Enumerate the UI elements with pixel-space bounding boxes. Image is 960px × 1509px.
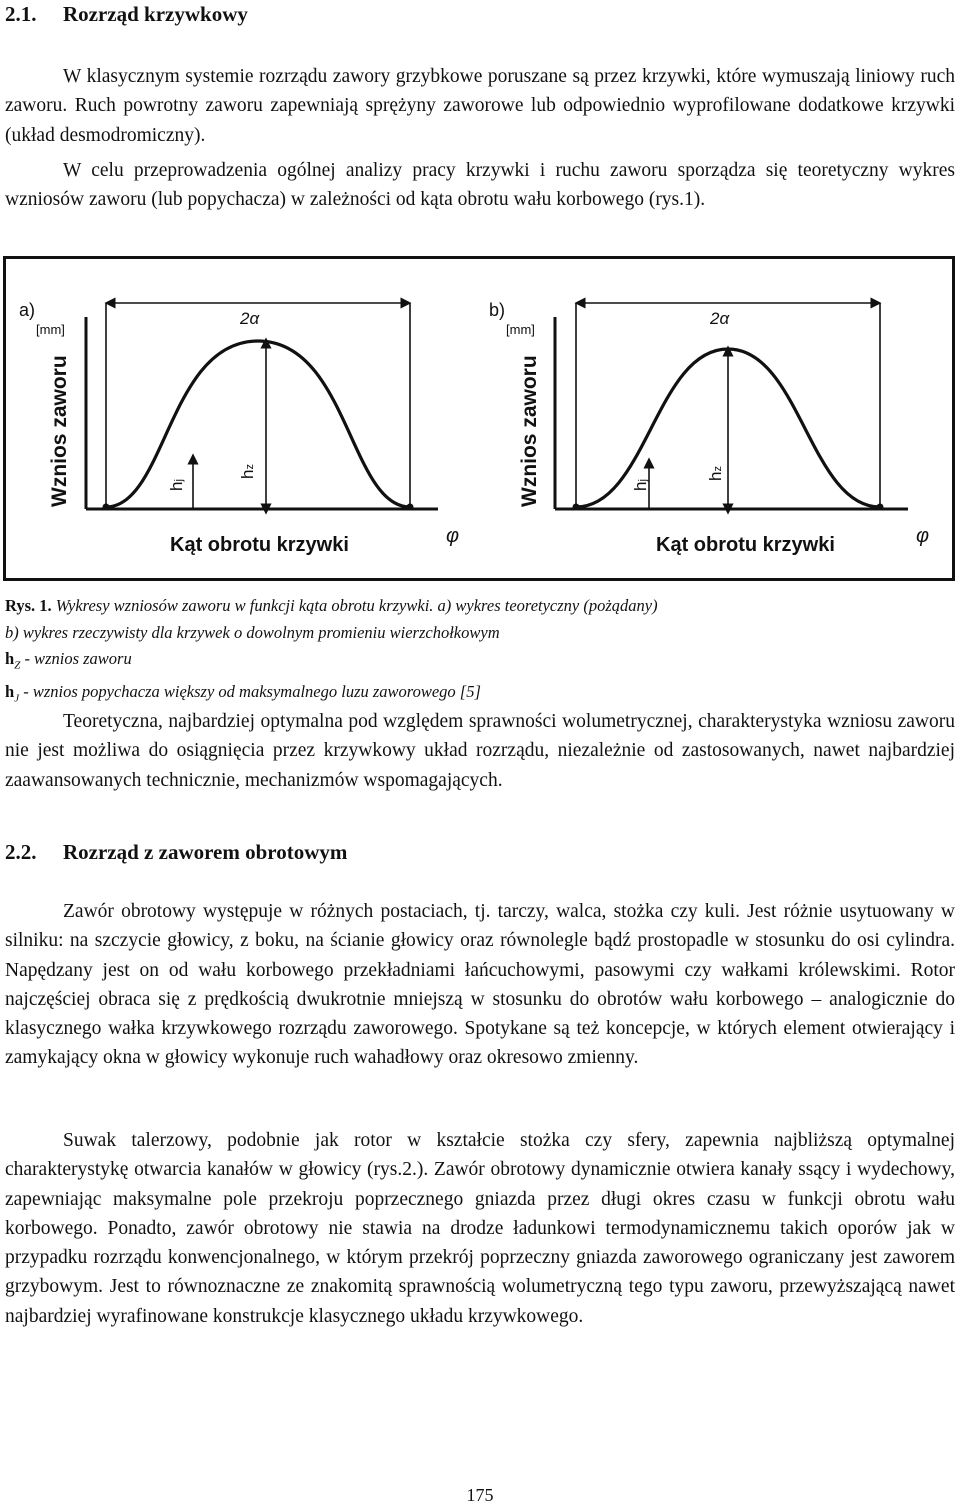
paragraph-cam-analysis: W celu przeprowadzenia ogólnej analizy pracy krzywki i ruchu zaworu sporządza się teoretyczny wykres wzniosów zaworu (lub popychacza) w zależności od kąta obrotu wału korbowego (rys.1). (5, 160, 955, 211)
panel-a-phi-label: φ (446, 525, 460, 547)
panel-a-span-label: 2α (240, 309, 260, 328)
paragraph-theory: Teoretyczna, najbardziej optymalna pod względem sprawności wolumetrycznej, charakterystyka wzniosu zaworu nie jest możliwa do osiągnięcia przez krzywkowy układ rozrządu, niezależnie od zastosowanych, nawet najbardziej zaawansowanych technicznie, mechanizmów wspomagających. (5, 711, 955, 791)
figure-caption (5, 593, 955, 712)
caption-label: Rys. 1. (5, 596, 52, 615)
panel-b-y-axis-label: Wznios zaworu (518, 355, 541, 507)
paragraph-rotary-valve: Zawór obrotowy występuje w różnych postaciach, tj. tarczy, walca, stożka czy kuli. Jest różnie usytuowany w silniku: na szczycie głowicy, z boku, na ścianie głowicy oraz równolegle bądź prostopadle w stosunku do osi cylindra. Napędzany jest on od wału korbowego przekładniami łańcuchowymi, pasowymi czy wałkami królewskimi. Rotor najczęściej obraca się z prędkością dwukrotnie mniejszą w stosunku do obrotów wału korbowego – analogicznie do klasycznego wałka krzywkowego rozrządu zaworowego. Spotykane są też koncepcje, w których element otwierający i zamykający okna w głowicy wykonuje ruch wahadłowy oraz okresowo zmienny. (5, 901, 955, 1069)
panel-b-span-label: 2α (710, 309, 730, 328)
panel-b-hz-label: hz (706, 466, 725, 481)
panel-a-lift-curve (106, 341, 410, 507)
caption-text-1: Wykresy wzniosów zaworu w funkcji kąta obrotu krzywki. a) wykres teoretyczny (pożądany) (55, 596, 658, 615)
panel-a-hz-label: hz (238, 464, 257, 479)
figure-valve-lift (3, 256, 955, 581)
panel-b-unit: [mm] (506, 322, 535, 337)
paragraph-cam-intro: W klasycznym systemie rozrządu zawory grzybkowe poruszane są przez krzywki, które wymuszają liniowy ruch zaworu. Ruch powrotny zaworu zapewniają sprężyny zaworowe lub odpowiednio wyprofilowane dodatkowe krzywki (układ desmodromiczny). (5, 66, 955, 146)
panel-a-y-axis-label: Wznios zaworu (48, 355, 71, 507)
panel-a-x-axis-label: Kąt obrotu krzywki (170, 534, 349, 556)
caption-hz-line: $h_Z$ - wznios zaworu (5, 649, 132, 672)
panel-b (489, 300, 929, 556)
panel-b-x-axis-label: Kąt obrotu krzywki (656, 534, 835, 556)
section-title: Rozrząd z zaworem obrotowym (63, 840, 348, 864)
panel-a-point-end (407, 504, 414, 511)
panel-a-unit: [mm] (36, 322, 65, 337)
figure-svg (6, 259, 952, 578)
section-number: 2.2. (5, 840, 37, 864)
panel-a (19, 300, 459, 556)
caption-hj-line: $h_J$ - wznios popychacza większy od maksymalnego luzu zaworowego [5] (5, 681, 481, 705)
section-heading-2-2 (5, 840, 347, 865)
panel-a-label: a) (19, 300, 36, 320)
panel-a-point-start (103, 504, 110, 511)
panel-b-point-start (573, 504, 580, 511)
caption-line-1 (5, 593, 955, 620)
section-heading-2-1 (5, 2, 248, 27)
panel-b-label: b) (489, 300, 506, 320)
page-number: 175 (466, 1485, 494, 1505)
panel-b-hj-label: hj (631, 479, 650, 491)
paragraph-disc-slide: Suwak talerzowy, podobnie jak rotor w kształcie stożka czy sfery, zapewnia najbliższą optymalnej charakterystykę otwarcia kanałów w głowicy (rys.2.). Zawór obrotowy dynamicznie otwiera kanały ssący i wydechowy, zapewniając maksymalne pole przekroju poprzecznego gniazda przez długi okres czasu w funkcji obrotu wału korbowego. Ponadto, zawór obrotowy nie stawia na drodze ładunkowi termodynamicznemu takich oporów jak w przypadku rozrządu konwencjonalnego, w którym przekrój poprzeczny gniazda zaworowego ograniczany jest zaworem grzybowym. Jest to równoznaczne ze znakomitą sprawnością wolumetryczną tego typu zaworu, przewyższającą nawet najbardziej wyrafinowane konstrukcje klasycznego układu krzywkowego. (5, 1130, 955, 1327)
panel-b-point-end (877, 504, 884, 511)
caption-text-2: b) wykres rzeczywisty dla krzywek o dowolnym promieniu wierzchołkowym (5, 622, 500, 642)
section-number: 2.1. (5, 2, 37, 26)
panel-a-hj-label: hj (167, 479, 186, 491)
section-title: Rozrząd krzywkowy (63, 2, 248, 26)
panel-b-phi-label: φ (916, 525, 930, 547)
